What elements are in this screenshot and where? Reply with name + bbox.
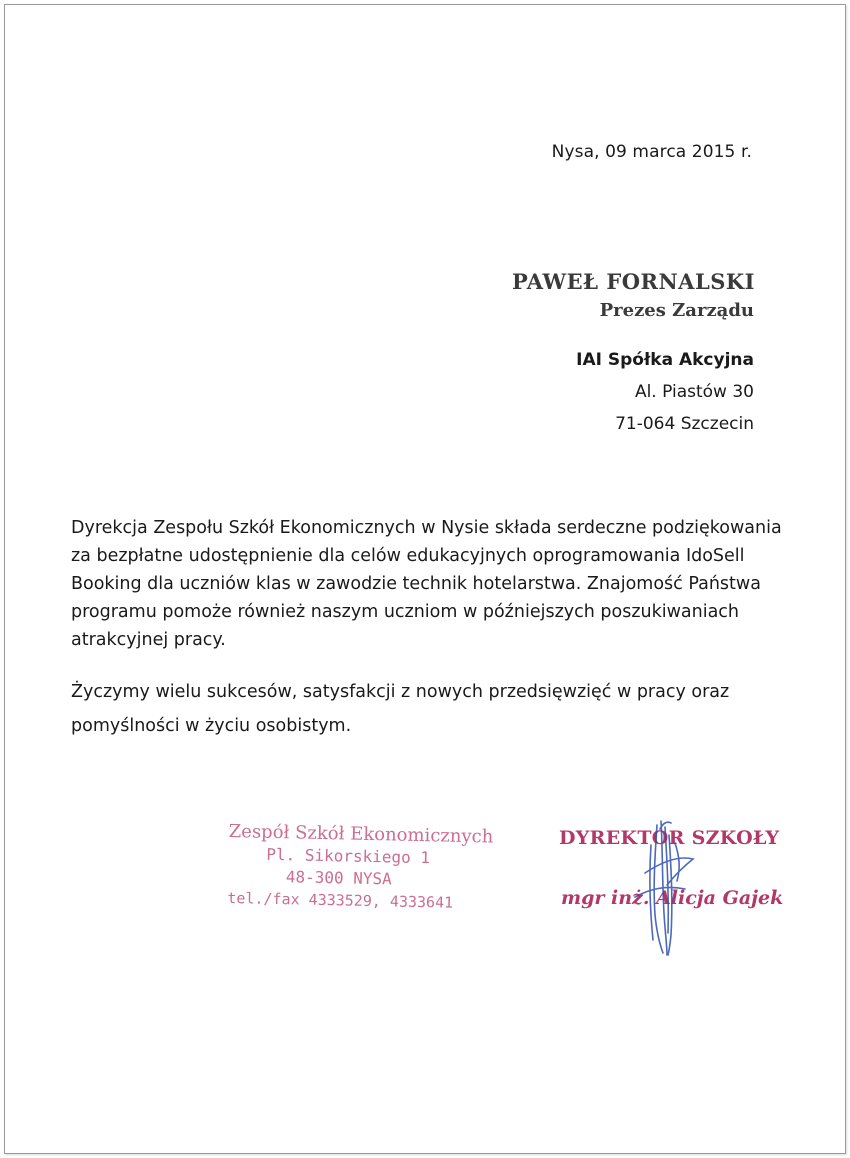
stamp-line-street: Pl. Sikorskiego 1 bbox=[266, 844, 431, 868]
stamp-line-school: Zespół Szkół Ekonomicznych bbox=[228, 821, 494, 848]
director-stamp-title: DYREKTOR SZKOŁY bbox=[559, 827, 780, 849]
company-city: 71-064 Szczecin bbox=[615, 414, 754, 434]
letter-page bbox=[4, 4, 846, 1154]
body-line: programu pomoże również naszym uczniom w późniejszych poszukiwaniach bbox=[71, 602, 740, 622]
body-line: atrakcyjnej pracy. bbox=[71, 630, 226, 650]
school-stamp bbox=[227, 821, 493, 915]
director-stamp-name: mgr inż. Alicja Gajek bbox=[561, 887, 784, 909]
body-paragraph-2 bbox=[71, 675, 781, 743]
recipient-name: PAWEŁ FORNALSKI bbox=[512, 269, 755, 294]
body-paragraph-1 bbox=[71, 514, 781, 654]
recipient-title: Prezes Zarządu bbox=[599, 300, 754, 321]
stamp-line-phone: tel./fax 4333529, 4333641 bbox=[227, 888, 454, 912]
company-street: Al. Piastów 30 bbox=[634, 382, 754, 402]
stamp-line-city: 48-300 NYSA bbox=[285, 867, 392, 889]
body-line: Booking dla uczniów klas w zawodzie technik hotelarstwa. Znajomość Państwa bbox=[71, 574, 761, 594]
body-line: Dyrekcja Zespołu Szkół Ekonomicznych w Nysie składa serdeczne podziękowania bbox=[71, 518, 782, 538]
letter-date: Nysa, 09 marca 2015 r. bbox=[551, 142, 752, 162]
handwritten-signature-icon bbox=[605, 815, 715, 960]
company-name: IAI Spółka Akcyjna bbox=[576, 350, 754, 370]
body-line: pomyślności w życiu osobistym. bbox=[71, 716, 352, 736]
body-line: Życzymy wielu sukcesów, satysfakcji z nowych przedsięwzięć w pracy oraz bbox=[71, 682, 730, 702]
body-line: za bezpłatne udostępnienie dla celów edukacyjnych oprogramowania IdoSell bbox=[71, 546, 745, 566]
